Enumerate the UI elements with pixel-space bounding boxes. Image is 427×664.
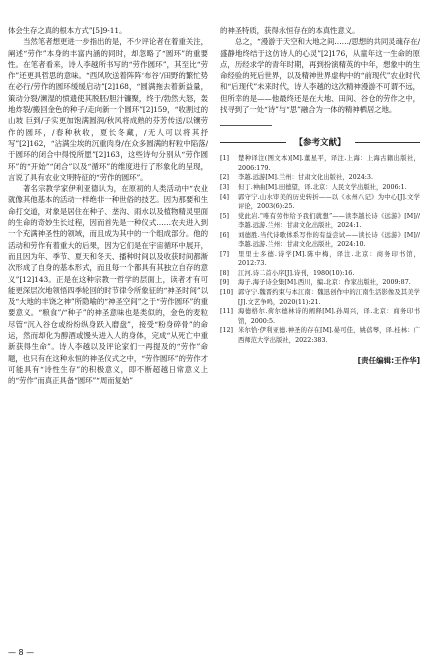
reference-item (220, 173, 420, 183)
reference-text: 但丁.神曲[M].田德望，译.北京：人民文学出版社，2006:1. (238, 184, 407, 192)
reference-text: 里里士多德.诗学[M].陈中梅，译注.北京：商务印书馆，2012:73. (238, 250, 420, 268)
reference-text: 海子.海子诗全集[M].西川，编.北京：作家出版社，2009:87. (238, 279, 411, 287)
reference-text: 党此岩.“唯有劳作给予我们就想”——读李越长诗《远游》[M]//李越.远游.兰州：甘肃文化出版社，2024:1. (238, 212, 420, 230)
left-column (8, 25, 208, 387)
reference-item (220, 326, 420, 345)
reference-number: [7] (220, 250, 229, 258)
reference-item (220, 278, 420, 288)
paragraph: 的神圣特质，获得永恒存在的本真性意义。 (220, 26, 360, 35)
right-column (220, 25, 420, 366)
reference-number: [3] (220, 184, 229, 192)
page-number: — 8 — (8, 648, 35, 657)
reference-number: [1] (220, 155, 229, 163)
reference-number: [10] (220, 289, 234, 297)
reference-item (220, 193, 420, 212)
reference-item (220, 307, 420, 326)
reference-text: 米尔恰·伊利亚德.神圣的存在[M].晏可佳，姚蓓琴，译.桂林：广西师范大学出版社，2022:383. (238, 327, 420, 344)
section-divider (220, 125, 272, 126)
reference-item (220, 212, 420, 231)
paragraph: 著名宗教学家伊利亚德认为，在原初的人类活动中“农业就像其他基本的活动一样绝非一种世俗的技艺。因为那要和生命打交道，对象是居住在种子、垄沟、雨水以及植物精灵里面的生命的奇妙生长过程，因而首先是一种仪式……农夫进入到一个充满神圣性的领域，而且成为其中的一个组成部分。他的活动和劳作有着重大的后果，因为它们是在宇宙循环中展开，而且因为年、季节、夏天和冬天、播种时间以及收获时间都渐次形成了自身的基本形式，而且每一个都具有其独立自存的意义”[12]143。正是在这种宗教一哲学的层面上，读者才有可能更深层次地领悟四季轮回的时节律令所象征的“神圣时间”以及“大地的丰饶之神”所隐喻的“神圣空间”之于“劳作圆环”的重要意义。“粮食”/“种子”的神圣意味也是类似的，金色的麦粒尽管“沉入谷仓或纷纷纵身跃入磨盘”，接受“粉身碎骨”的命运，然而却化为醇酒或馒头进入人的身体，完成“从死亡中重新获得生命”。诗人李越以及评论家们一再提及的“劳作”命题，也只有在这种永恒的神圣仪式之中，“劳作圆环”的劳作才可能具有“诗性生存”的积极意义，即不断超越日常意义上的“劳作”而真正具备“圆环”“周而复始” (8, 184, 208, 386)
reference-text: 郭守宁.魏晋约束与本江南：魏迅创作中的江南生活影像及其美学[J].文艺争鸣，2020(11):21. (238, 289, 420, 306)
reference-number: [8] (220, 269, 229, 277)
reference-list (220, 154, 420, 345)
reference-number: [12] (220, 327, 234, 335)
reference-number: [2] (220, 174, 229, 182)
reference-item (220, 231, 420, 250)
reference-number: [9] (220, 279, 229, 287)
paragraph: 体会生存之真的根本方式”[5]9-11。 (8, 26, 127, 35)
reference-text: 楚种译注(图文本)[M].董星平，译注.上海：上海古籍出版社，2006:179. (238, 155, 420, 172)
reference-text: 刘德胜.当代诗歌体系写作的有益尝试——读长诗《远游》[M]//李越.远游.兰州：甘肃文化出版社，2024:10. (238, 231, 420, 249)
paragraph: 总之，“漫游于天空和大地之间……/思想的共同灵魂存在/盛静地终结于这仿诗人的心灵”[2]176，从童年这一生命的原点，历经求学的青年时期，再到扮演精英的中年，想象中的生命经验的死后世界，以及精神世界虚构中的“前现代”农业时代和“后现代”未来时代，诗人李越的这次精神漫游不可谓不远，但所幸的是——他最终还是在大地、田间、谷仓的劳作之中，找寻到了一处“诗”与“思”融合为一体的精神栖居之地。 (220, 37, 420, 115)
responsible-editor: [责任编辑:王作华] (357, 356, 420, 366)
reference-item (220, 288, 420, 307)
references-title: 【参考文献】 (294, 138, 346, 149)
references-header (220, 136, 420, 148)
paragraph: 当然笔者想更进一步指出的是，不少评论者在着重关注，阐述“劳作”本身的丰富内涵的同时，却忽略了“圆环”的重要性。在笔者看来，诗人李越所书写的“劳作圆环”，其至比“劳作”还更具哲思的意味。“西风吹送着阵阵‘布谷’/田野的繁忙势在必行/劳作的圆环缓缓启动”[2]168，“圆满拖去着新益量，策动分裂/濒湿的愤遗使其脱胚/胆汁镰聚，终于/勃然大怒，轰地炸裂/搬回金色的种子/走向新一个圆环”[2]159，“收割过的山坡 巨到/子实更加饱满圆润/秋风将成熟的芬芳传送/以镶劳作的圆环，/春种秋收，夏长冬藏，/无人可以将其抒写”[2]162，“沾满尘埃的沉重肉身/在众多圆满的籽粒中陷落/于圆环的闭合中得悦所愿”[2]163，这些诗句分别从“劳作圆环”的“开始”“闭合”以及“循环”的维度进行了形象化的呈现，言说了具有农业文明特征的“劳作的圆环”。 (8, 37, 208, 182)
reference-text: 海德格尔.荷尔德林诗的阐释[M].孙周兴，译.北京：商务印书馆，2000:5. (238, 308, 420, 325)
reference-number: [6] (220, 231, 229, 239)
reference-number: [5] (220, 212, 229, 220)
reference-item (220, 154, 420, 173)
reference-item (220, 183, 420, 193)
divider-line (220, 142, 286, 143)
reference-item (220, 250, 420, 269)
editor-note-wrap (220, 355, 420, 366)
reference-item (220, 269, 420, 279)
reference-text: 李越.远游[M].兰州：甘肃文化出版社，2024:3. (238, 174, 373, 182)
reference-text: 江河.诗二首小序[J].诗刊，1980(10):16. (238, 269, 355, 277)
divider-line (355, 142, 421, 143)
reference-number: [11] (220, 308, 234, 316)
reference-number: [4] (220, 193, 229, 201)
reference-text: 郭守宁.山水审美的历史转折——以《永州八记》为中心[J].文学评论，2003(6):25. (238, 193, 420, 211)
